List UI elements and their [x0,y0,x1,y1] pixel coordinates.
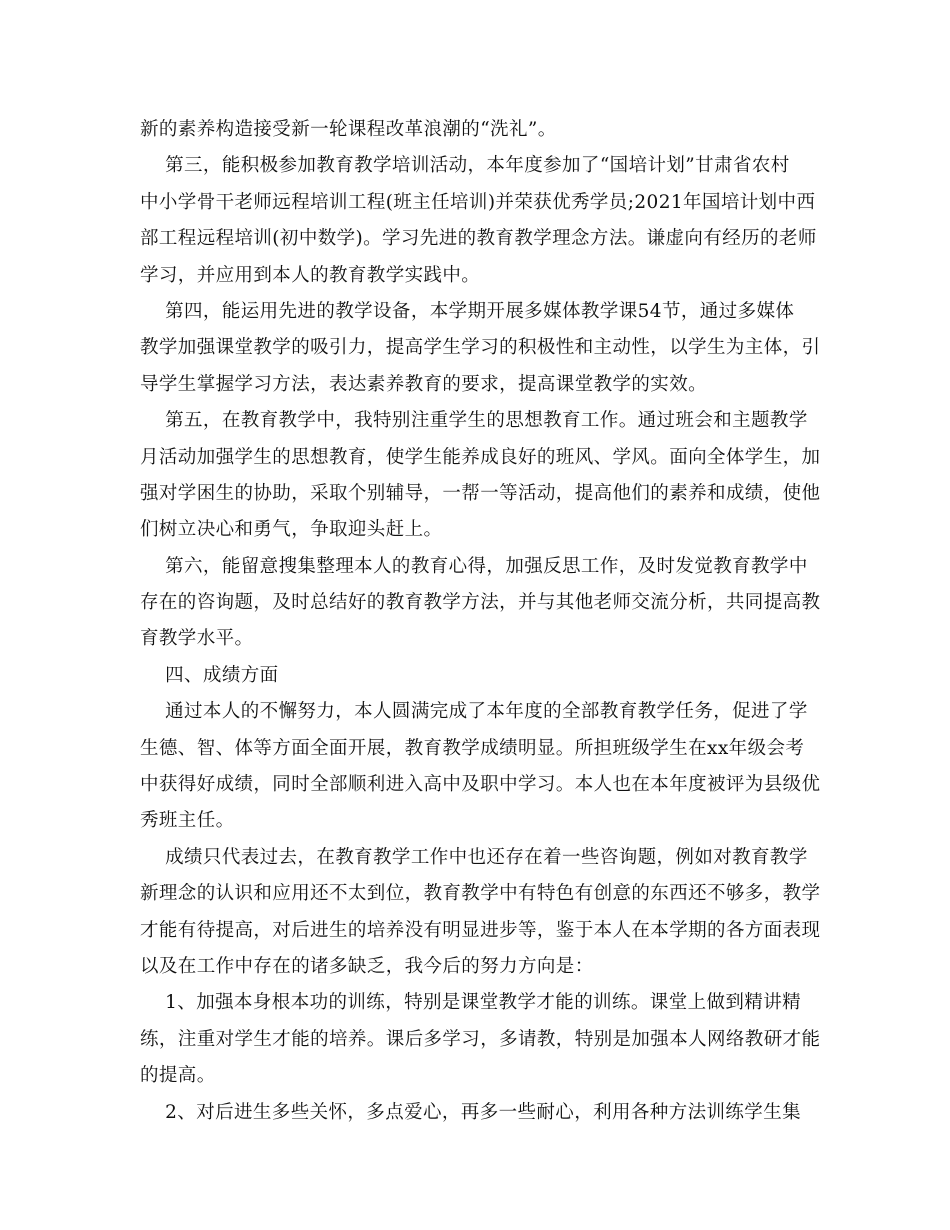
text-line: 2、对后进生多些关怀，多点爱心，再多一些耐心，利用各种方法训练学生集 [140,1101,801,1123]
text-line: 秀班主任。 [140,810,235,832]
text-line: 强对学困生的协助，采取个别辅导，一帮一等活动，提高他们的素养和成绩，使他 [140,482,821,504]
section-heading: 四、成绩方面 [140,664,279,686]
text-line: 新理念的认识和应用还不太到位，教育教学中有特色有创意的东西还不够多，教学 [140,883,821,905]
text-line: 新的素养构造接受新一轮课程改革浪潮的“洗礼”。 [140,119,557,140]
text-line: 的提高。 [140,1065,216,1087]
text-line: 育教学水平。 [140,628,254,650]
text-line: 中小学骨干老师远程培训工程(班主任培训)并荣获优秀学员;2021年国培计划中西 [140,191,816,213]
text-line: 部工程远程培训(初中数学)。学习先进的教育教学理念方法。谦虚向有经历的老师 [140,228,817,250]
document-body [140,112,821,1131]
text-line: 才能有待提高，对后进生的培养没有明显进步等，鉴于本人在本学期的各方面表现 [140,919,821,941]
text-line: 导学生掌握学习方法，表达素养教育的要求，提高课堂教学的实效。 [140,373,708,395]
text-line: 第四，能运用先进的教学设备，本学期开展多媒体教学课54节，通过多媒体 [140,300,795,322]
text-line: 练，注重对学生才能的培养。课后多学习，多请教，特别是加强本人网络教研才能 [140,1028,821,1050]
text-line: 教学加强课堂教学的吸引力，提高学生学习的积极性和主动性，以学生为主体，引 [140,337,821,359]
text-line: 存在的咨询题，及时总结好的教育教学方法，并与其他老师交流分析，共同提高教 [140,592,821,614]
text-line: 学习，并应用到本人的教育教学实践中。 [140,264,481,286]
text-line: 1、加强本身根本功的训练，特别是课堂教学才能的训练。课堂上做到精讲精 [140,992,801,1014]
text-line: 第三，能积极参加教育教学培训活动，本年度参加了“国培计划”甘肃省农村 [140,155,790,177]
text-line: 以及在工作中存在的诸多缺乏，我今后的努力方向是： [140,955,594,977]
text-line: 第五，在教育教学中，我特别注重学生的思想教育工作。通过班会和主题教学 [140,410,808,432]
text-line: 生德、智、体等方面全面开展，教育教学成绩明显。所担班级学生在xx年级会考 [140,737,805,759]
text-line: 第六，能留意搜集整理本人的教育心得，加强反思工作，及时发觉教育教学中 [140,555,808,577]
text-line: 中获得好成绩，同时全部顺利进入高中及职中学习。本人也在本年度被评为县级优 [140,774,821,796]
text-line: 月活动加强学生的思想教育，使学生能养成良好的班风、学风。面向全体学生，加 [140,446,821,468]
text-line: 成绩只代表过去，在教育教学工作中也还存在着一些咨询题，例如对教育教学 [140,846,808,868]
text-line: 们树立决心和勇气，争取迎头赶上。 [140,519,443,541]
text-line: 通过本人的不懈努力，本人圆满完成了本年度的全部教育教学任务，促进了学 [140,701,808,723]
